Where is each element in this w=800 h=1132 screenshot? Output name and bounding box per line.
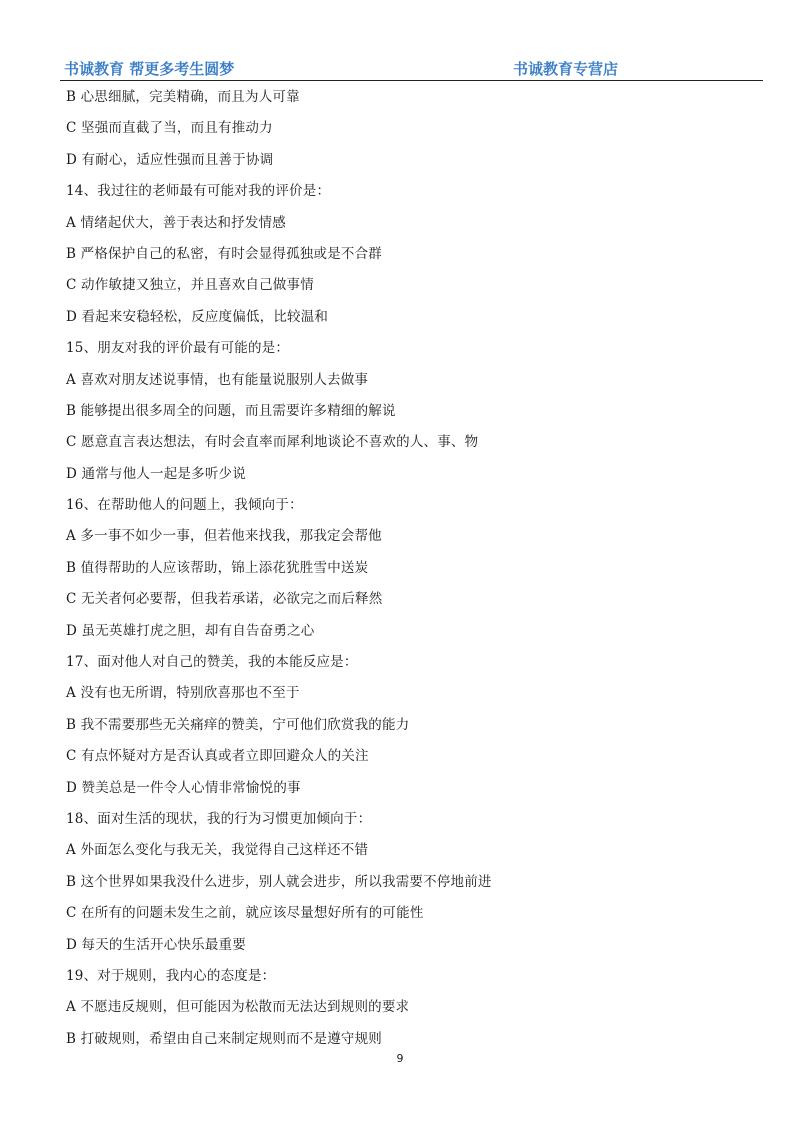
option-line: A 喜欢对朋友述说事情，也有能量说服别人去做事 (66, 371, 369, 388)
option-line: C 愿意直言表达想法，有时会直率而犀利地谈论不喜欢的人、事、物 (66, 434, 479, 451)
option-line: A 不愿违反规则，但可能因为松散而无法达到规则的要求 (66, 999, 410, 1016)
option-line: D 看起来安稳轻松，反应度偏低，比较温和 (66, 308, 329, 325)
header-slogan: 书诚教育 帮更多考生圆梦 (64, 60, 235, 78)
option-line: D 通常与他人一起是多听少说 (66, 465, 246, 482)
option-line: C 动作敏捷又独立，并且喜欢自己做事情 (66, 277, 314, 294)
question-line: 14、我过往的老师最有可能对我的评价是： (66, 183, 331, 200)
option-line: C 无关者何必要帮，但我若承诺，必欲完之而后释然 (66, 591, 383, 608)
question-line: 16、在帮助他人的问题上，我倾向于： (66, 497, 303, 514)
question-line: 15、朋友对我的评价最有可能的是： (66, 340, 290, 357)
page-number: 9 (396, 1052, 404, 1065)
option-line: D 每天的生活开心快乐最重要 (66, 936, 246, 953)
option-line: D 有耐心，适应性强而且善于协调 (66, 151, 274, 168)
header-divider (60, 80, 763, 81)
option-line: B 能够提出很多周全的问题，而且需要许多精细的解说 (66, 402, 396, 419)
header-store-name: 书诚教育专营店 (512, 60, 618, 78)
option-line: A 没有也无所谓，特别欣喜那也不至于 (66, 685, 300, 702)
question-line: 18、面对生活的现状，我的行为习惯更加倾向于： (66, 810, 372, 827)
option-line: D 虽无英雄打虎之胆，却有自告奋勇之心 (66, 622, 315, 639)
option-line: B 值得帮助的人应该帮助，锦上添花犹胜雪中送炭 (66, 559, 369, 576)
option-line: B 心思细腻，完美精确，而且为人可靠 (66, 89, 300, 105)
option-line: A 多一事不如少一事，但若他来找我，那我定会帮他 (66, 528, 382, 545)
option-line: C 在所有的问题未发生之前，就应该尽量想好所有的可能性 (66, 905, 424, 922)
option-line: C 坚强而直截了当，而且有推动力 (66, 120, 273, 137)
option-line: B 这个世界如果我没什么进步，别人就会进步，所以我需要不停地前进 (66, 873, 492, 890)
option-line: B 我不需要那些无关痛痒的赞美，宁可他们欣赏我的能力 (66, 716, 410, 733)
option-line: B 打破规则，希望由自己来制定规则而不是遵守规则 (66, 1030, 383, 1047)
option-line: D 赞美总是一件令人心情非常愉悦的事 (66, 779, 301, 796)
option-line: A 情绪起伏大，善于表达和抒发情感 (66, 214, 286, 231)
document-body (66, 82, 756, 1055)
option-line: B 严格保护自己的私密，有时会显得孤独或是不合群 (66, 245, 383, 262)
option-line: A 外面怎么变化与我无关，我觉得自己这样还不错 (66, 842, 369, 859)
option-line: C 有点怀疑对方是否认真或者立即回避众人的关注 (66, 748, 369, 765)
question-line: 17、面对他人对自己的赞美，我的本能反应是： (66, 654, 358, 671)
question-line: 19、对于规则，我内心的态度是： (66, 967, 276, 984)
page-header (60, 56, 762, 80)
